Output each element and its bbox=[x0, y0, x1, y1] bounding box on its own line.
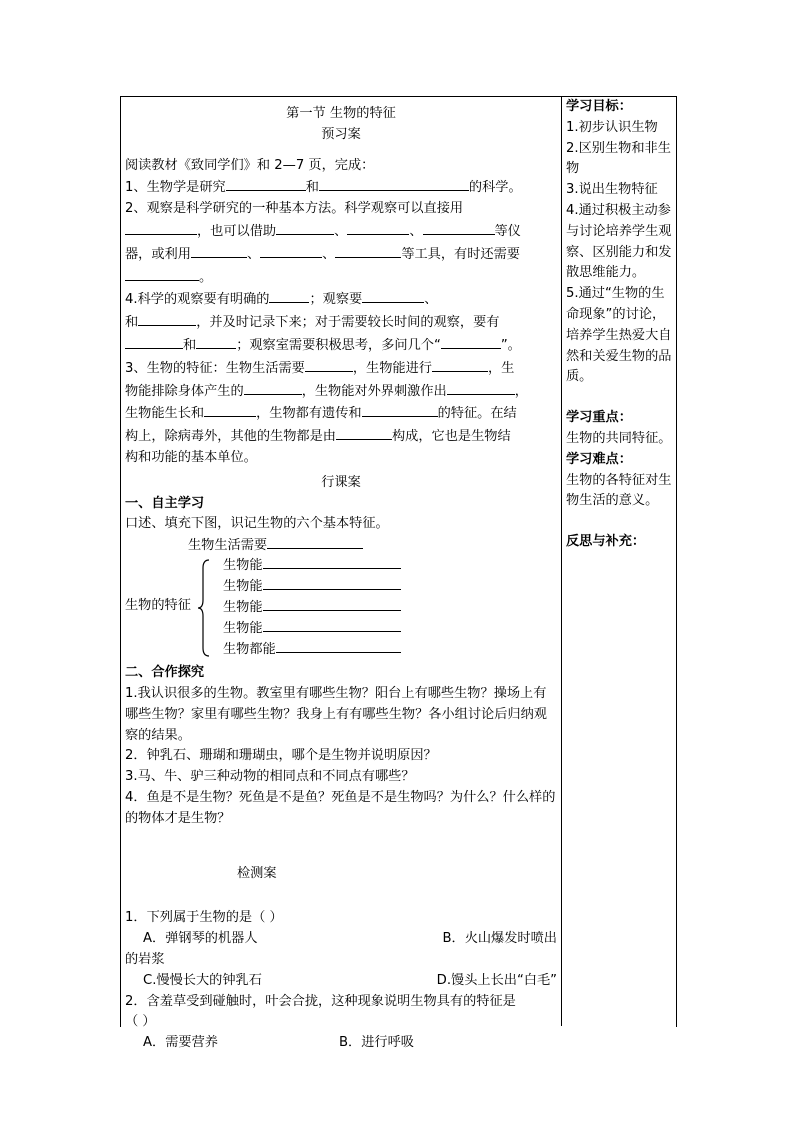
goal-item: 5.通过“生物的生命现象”的讨论，培养学生热爱大自然和关爱生物的品质。 bbox=[566, 286, 672, 385]
goals-heading: 学习目标： bbox=[566, 99, 632, 114]
fill-blank[interactable] bbox=[263, 555, 401, 569]
question-4: 4.科学的观察要有明确的 ；观察要 、 和 ，并及时记录下来；对于需要较长时间的观察，要有 和 ；观察室需要积极思考，多问几个“ ”。 bbox=[125, 288, 557, 356]
column-divider bbox=[561, 96, 562, 1026]
fill-blank[interactable] bbox=[447, 380, 515, 395]
fill-blank[interactable] bbox=[319, 176, 469, 191]
fill-blank[interactable] bbox=[138, 311, 196, 326]
difficulty-text: 生物的各特征对生物生活的意义。 bbox=[566, 472, 672, 509]
section-desc: 口述、填充下图，识记生物的六个基本特征。 bbox=[125, 516, 389, 532]
fill-blank[interactable] bbox=[267, 535, 363, 549]
fill-blank[interactable] bbox=[423, 220, 495, 235]
section-heading-cooperation: 二、合作探究 bbox=[125, 665, 205, 681]
fill-blank[interactable] bbox=[336, 425, 392, 440]
question-1: 1、生物学是研究 和 的科学。 bbox=[125, 176, 557, 199]
options-row bbox=[125, 929, 557, 950]
fill-blank[interactable] bbox=[432, 357, 488, 372]
diagram-branch: 生物能 bbox=[223, 576, 401, 598]
side-column bbox=[566, 97, 672, 553]
fill-blank[interactable] bbox=[191, 243, 247, 258]
coop-item: 3.马、牛、驴三种动物的相同点和不同点有哪些？ bbox=[125, 769, 415, 785]
options-row bbox=[125, 971, 557, 992]
question-2: 2、观察是科学研究的一种基本方法。科学观察可以直接用 ，也可以借助 、 、 等仪 器，或利用 、 、 等工具，有时还需要 。 bbox=[125, 201, 521, 285]
answer-paren: （ ） bbox=[125, 1014, 156, 1030]
fill-blank[interactable] bbox=[362, 402, 438, 417]
option-b[interactable]: B．进行呼吸 bbox=[339, 1035, 414, 1051]
class-heading: 行课案 bbox=[321, 474, 361, 490]
coop-item: 1.我认识很多的生物。教室里有哪些生物？阳台上有哪些生物？操场上有哪些生物？家里有哪些生物？我身上有有哪些生物？各小组讨论后归纳观察的结果。 bbox=[125, 685, 547, 743]
option-c[interactable]: C.慢慢长大的钟乳石 bbox=[143, 972, 262, 988]
test-heading: 检测案 bbox=[237, 865, 277, 881]
fill-blank[interactable] bbox=[263, 597, 401, 611]
fill-blank[interactable] bbox=[244, 380, 302, 395]
fill-blank[interactable] bbox=[125, 266, 199, 281]
option-d[interactable]: D.馒头上长出“白毛” bbox=[436, 972, 557, 988]
fill-blank[interactable] bbox=[305, 357, 353, 372]
diagram-top-item: 生物生活需要 bbox=[188, 535, 363, 557]
preview-heading: 预习案 bbox=[321, 126, 361, 142]
fill-blank[interactable] bbox=[335, 243, 401, 258]
difficulty-heading: 学习难点： bbox=[566, 451, 632, 467]
main-column bbox=[125, 104, 557, 1054]
key-text: 生物的共同特征。 bbox=[566, 430, 672, 446]
fill-blank[interactable] bbox=[196, 334, 236, 349]
goal-item: 2.区别生物和非生物 bbox=[566, 140, 671, 177]
fill-blank[interactable] bbox=[125, 220, 197, 235]
fill-blank[interactable] bbox=[347, 220, 409, 235]
fill-blank[interactable] bbox=[269, 288, 309, 303]
options-row bbox=[125, 1033, 557, 1054]
fill-blank[interactable] bbox=[276, 639, 401, 653]
diagram-root-label: 生物的特征 bbox=[125, 598, 191, 614]
diagram-branch: 生物能 bbox=[223, 597, 401, 619]
reflection-heading: 反思与补充： bbox=[566, 534, 646, 550]
goal-item: 3.说出生物特征 bbox=[566, 182, 658, 198]
coop-item: 4．鱼是不是生物？死鱼是不是鱼？死鱼是不是生物吗？为什么？什么样的的物体才是生物？ bbox=[125, 789, 556, 826]
fill-blank[interactable] bbox=[263, 618, 401, 632]
intro-text: 阅读教材《致同学们》和 2—7 页，完成： bbox=[125, 157, 375, 173]
coop-item: 2．钟乳石、珊瑚和珊瑚虫，哪个是生物并说明原因？ bbox=[125, 748, 437, 764]
fill-blank[interactable] bbox=[441, 334, 501, 349]
option-b[interactable]: B．火山爆发时喷出 bbox=[442, 931, 557, 947]
key-heading: 学习重点： bbox=[566, 410, 632, 426]
question-3: 3、生物的特征：生物生活需要 ，生物能进行 ，生 物能排除身体产生的 ，生物能对外界刺激作出 ， 生物能生长和 ，生物都有遗传和 的特征。在结 构上，除病毒外，其他的生物都是由 构成，它也是生物结 构和功能的基本单位。 bbox=[125, 357, 557, 469]
option-b-cont: 的岩浆 bbox=[125, 951, 165, 967]
page-title: 第一节 生物的特征 bbox=[286, 106, 396, 121]
test-question-1: 1．下列属于生物的是（ ） bbox=[125, 910, 283, 926]
section-heading-self-study: 一、自主学习 bbox=[125, 495, 205, 511]
fill-blank[interactable] bbox=[204, 402, 256, 417]
goal-item: 4.通过积极主动参与讨论培养学生观察、区别能力和发散思维能力。 bbox=[566, 202, 672, 281]
option-a[interactable]: A．弹钢琴的机器人 bbox=[143, 931, 258, 947]
fill-blank[interactable] bbox=[276, 220, 334, 235]
fill-blank[interactable] bbox=[226, 176, 306, 191]
test-question-2: 2．含羞草受到碰触时，叶会合拢，这种现象说明生物具有的特征是 bbox=[125, 993, 516, 1009]
diagram-branch: 生物能 bbox=[223, 555, 401, 577]
diagram-branch: 生物能 bbox=[223, 618, 401, 640]
characteristics-diagram bbox=[125, 535, 557, 663]
fill-blank[interactable] bbox=[263, 576, 401, 590]
goal-item: 1.初步认识生物 bbox=[566, 119, 658, 135]
brace-icon bbox=[197, 558, 211, 658]
fill-blank[interactable] bbox=[260, 243, 322, 258]
option-a[interactable]: A．需要营养 bbox=[143, 1035, 218, 1051]
fill-blank[interactable] bbox=[362, 288, 424, 303]
diagram-branch: 生物都能 bbox=[223, 639, 401, 661]
fill-blank[interactable] bbox=[125, 334, 183, 349]
